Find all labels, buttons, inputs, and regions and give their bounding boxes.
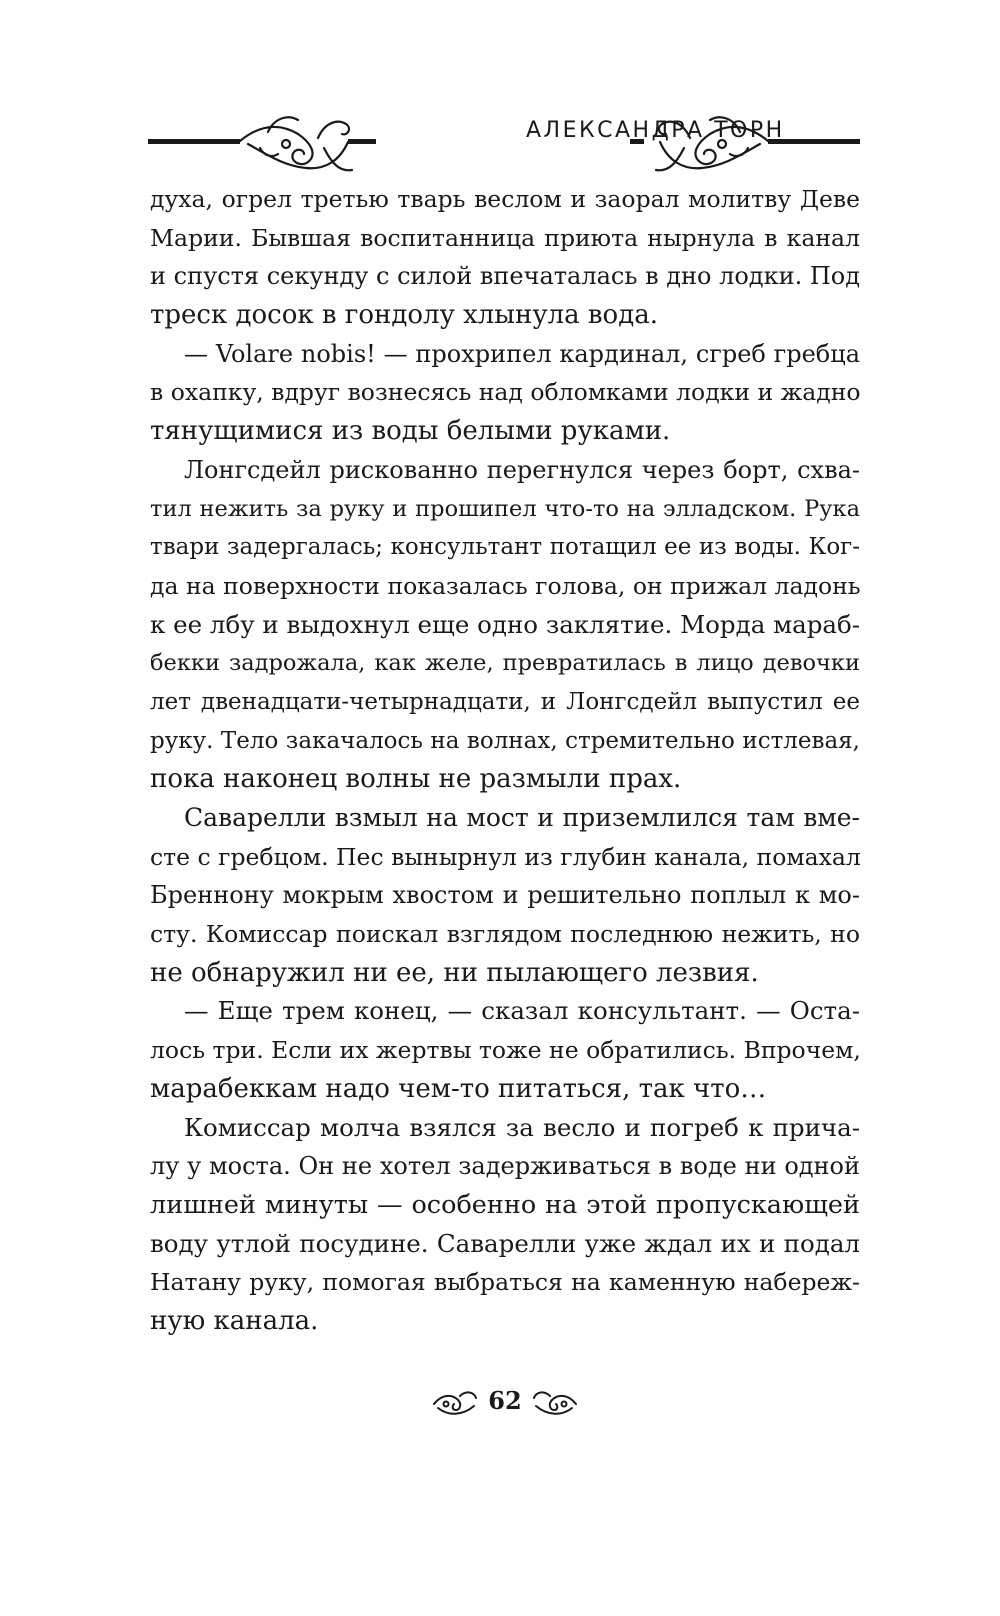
text-line: и спустя секунду с силой впечаталась в дно лодки. Под (150, 262, 860, 291)
left-footer-flourish-icon (434, 1392, 476, 1413)
text-line: лось три. Если их жертвы тоже не обратились. Впрочем, (150, 1036, 861, 1065)
text-line: в охапку, вдруг вознесясь над обломками лодки и жадно (150, 378, 861, 407)
text-line: Саварелли взмыл на мост и приземлился там вме- (184, 803, 860, 832)
text-line: Бреннону мокрым хвостом и решительно поплыл к мо- (150, 881, 860, 910)
text-line: Комиссар молча взялся за весло и погреб к прича- (184, 1112, 860, 1142)
text-line: лишней минуты — особенно на этой пропускающей (150, 1189, 860, 1220)
running-head: АЛЕКСАНДРА ТОРН (526, 118, 785, 143)
text-line: к ее лбу и выдохнул еще одно заклятие. Морда мараб- (150, 609, 861, 639)
text-line: да на поверхности показалась голова, он прижал ладонь (150, 571, 861, 600)
text-line: сту. Комиссар поискал взглядом последнюю нежить, но (150, 920, 860, 949)
text-line: тянущимися из воды белыми руками. (150, 416, 671, 447)
text-line: Марии. Бывшая воспитанница приюта нырнула в канал (150, 223, 860, 252)
text-line: пока наконец волны не размыли прах. (150, 764, 682, 795)
text-line: ную канала. (150, 1305, 319, 1336)
text-line: сте с гребцом. Пес вынырнул из глубин канала, помахал (150, 842, 861, 871)
text-line: твари задергалась; консультант потащил ее из воды. Ког- (150, 534, 860, 561)
text-line: лет двенадцати-четырнадцати, и Лонгсдейл выпустил ее (150, 688, 860, 715)
text-line: Натану руку, помогая выбраться на каменную набереж- (150, 1268, 860, 1297)
text-line: марабеккам надо чем-то питаться, так что… (150, 1073, 767, 1104)
text-line: руку. Тело закачалось на волнах, стремительно истлевая, (150, 727, 860, 754)
page-number: 62 (488, 1386, 522, 1415)
body-text (150, 180, 860, 1341)
left-flourish-icon (240, 117, 352, 170)
text-line: лу у моста. Он не хотел задерживаться в воде ни одной (150, 1152, 860, 1181)
text-line: духа, огрел третью тварь веслом и заорал молитву Деве (150, 185, 860, 213)
text-line: — Volare nobis! — прохрипел кардинал, сгреб гребца (184, 339, 860, 368)
page-header (148, 108, 860, 188)
text-line: тил нежить за руку и прошипел что-то на элладском. Рука (150, 495, 860, 522)
text-line: треск досок в гондолу хлынула вода. (150, 300, 658, 331)
text-line: Лонгсдейл рискованно перегнулся через борт, схва- (184, 455, 860, 484)
right-footer-flourish-icon (534, 1392, 576, 1413)
text-line: бекки задрожала, как желе, превратилась в лицо девочки (150, 650, 860, 677)
left-rule (148, 139, 240, 144)
text-line: — Еще трем конец, — сказал консультант. — Оста- (184, 996, 860, 1026)
text-line: воду утлой посудине. Саварелли уже ждал их и подал (150, 1228, 860, 1258)
left-rule-inner (348, 139, 376, 144)
page-footer (430, 1384, 580, 1424)
text-line: не обнаружил ни ее, ни пылающего лезвия. (150, 957, 759, 988)
